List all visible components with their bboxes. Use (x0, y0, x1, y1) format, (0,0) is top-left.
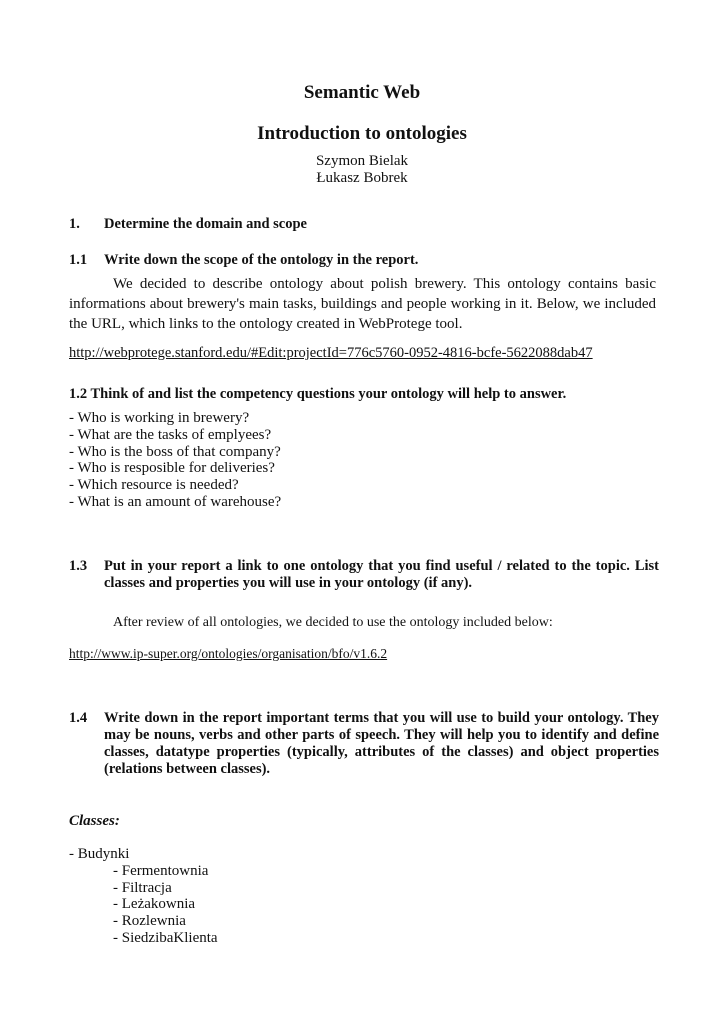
section-title: Determine the domain and scope (104, 216, 307, 232)
section-title: Put in your report a link to one ontology that you find useful / related to the topic. List classes and properties you will use in your ontology (if any). (104, 558, 659, 591)
section-title: Write down the scope of the ontology in the report. (104, 252, 419, 268)
section-title: Write down in the report important terms that you will use to build your ontology. They may be nouns, verbs and other parts of speech. They will help you to identify and define classes, datatype properties (typically, attributes of the classes) and object properties (relations between classes). (104, 710, 659, 777)
list-item: - Fermentownia (113, 862, 209, 879)
webprotege-link[interactable]: http://webprotege.stanford.edu/#Edit:projectId=776c5760-0952-4816-bcfe-5622088dab47 (69, 345, 593, 361)
list-item: - Leżakownia (113, 896, 196, 913)
list-item: - Who is the boss of that company? (69, 443, 281, 460)
classes-label: Classes: (69, 813, 120, 829)
section-1-heading (69, 216, 659, 233)
list-item: - Who is resposible for deliveries? (69, 460, 275, 477)
section-1-3-heading (69, 558, 659, 592)
section-number: 1.4 (69, 710, 88, 726)
list-item: - Who is working in brewery? (69, 410, 250, 426)
scope-paragraph: We decided to describe ontology about polish brewery. This ontology contains basic informations about brewery's main tasks, buildings and people working in it. Below, we included the URL, which links to the ontology created in WebProtege tool. (69, 276, 656, 332)
section-number: 1.3 (69, 558, 88, 574)
section-1-1-heading (69, 252, 659, 269)
competency-questions-list (69, 410, 281, 511)
list-item: - Which resource is needed? (69, 477, 239, 494)
section-1-4-heading (69, 710, 659, 778)
classes-list (69, 846, 218, 947)
author-2: Łukasz Bobrek (316, 170, 408, 186)
list-item: - What is an amount of warehouse? (69, 493, 282, 510)
section-number: 1.1 (69, 252, 88, 268)
doc-subtitle: Introduction to ontologies (257, 123, 467, 144)
list-item: - Budynki (69, 846, 130, 862)
ontology-note: After review of all ontologies, we decided to use the ontology included below: (113, 615, 553, 630)
section-1-2-heading (69, 386, 659, 403)
list-item: - Rozlewnia (113, 913, 186, 930)
list-item: - What are the tasks of emplyees? (69, 426, 272, 443)
doc-title: Semantic Web (303, 82, 421, 103)
section-title: 1.2 Think of and list the competency questions your ontology will help to answer. (69, 386, 567, 402)
list-item: - Filtracja (113, 879, 172, 896)
ip-super-link[interactable]: http://www.ip-super.org/ontologies/organisation/bfo/v1.6.2 (69, 646, 388, 661)
section-number: 1. (69, 216, 80, 232)
list-item: - SiedzibaKlienta (113, 929, 218, 946)
author-1: Szymon Bielak (315, 153, 409, 169)
